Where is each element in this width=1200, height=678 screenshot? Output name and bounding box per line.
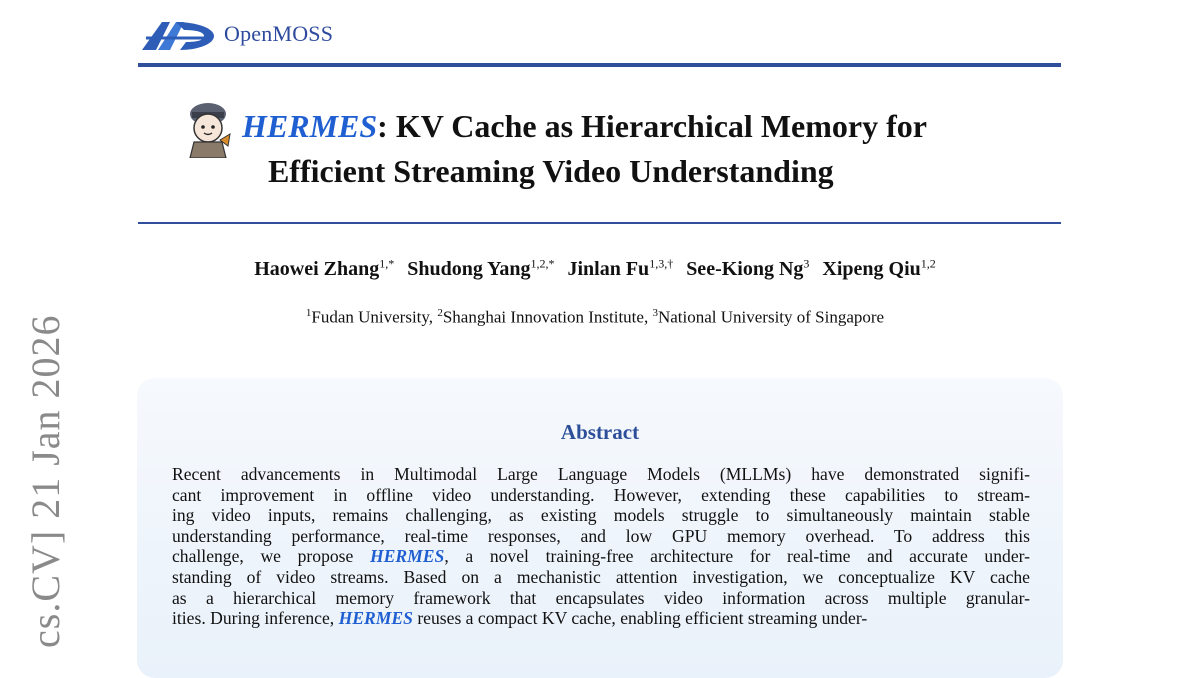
author-sup: 3 [803,256,810,270]
author-sup: 1,* [379,256,395,270]
author-name: See-Kiong Ng [686,257,804,280]
title-line-1-rest: : KV Cache as Hierarchical Memory for [377,108,927,144]
abstract-heading: Abstract [560,420,640,444]
abstract-line [172,608,1030,629]
abstract-line [172,588,1030,609]
abstract-line [172,526,1030,547]
affiliation-name: Fudan University, [311,307,434,327]
abstract-text: Recent advancements in Multimodal Large Language Models (MLLMs) have demonstrated signifi- [172,464,1030,484]
author-sup: 1,2 [920,256,936,270]
abstract-line [172,464,1030,485]
affiliation-sup: 3 [652,307,658,319]
abstract-body [172,464,1030,629]
author[interactable] [822,258,935,280]
affiliation-sup: 2 [437,307,443,319]
author-name: Shudong Yang [407,257,531,280]
abstract-line [172,546,1030,567]
author[interactable] [686,258,809,280]
openmoss-logo [140,12,333,56]
abstract-highlight: HERMES [369,546,445,567]
abstract-text: challenge, we propose [172,546,370,567]
author[interactable] [407,258,554,280]
author-name: Haowei Zhang [254,257,380,280]
author-sup: 1,3,† [649,256,674,270]
abstract-text: ing video inputs, remains challenging, as existing models struggle to simultaneously maintain stable [172,505,1030,526]
abstract-text: standing of video streams. Based on a mechanistic attention investigation, we conceptualize KV cache [172,566,1030,587]
affiliation-name: Shanghai Innovation Institute, [442,307,649,327]
abstract-text: cant improvement in offline video understanding. However, extending these capabilities to stream- [172,484,1030,505]
abstract-text: reuses a compact KV cache, enabling efficient streaming under- [412,608,868,629]
author-list [160,256,1030,281]
title-highlight: HERMES [242,108,378,144]
mascot-icon [184,100,232,158]
abstract-text: as a hierarchical memory framework that encapsulates video information across multiple granular- [172,587,1030,608]
abstract-text: understanding performance, real-time responses, and low GPU memory overhead. To address this [172,525,1030,546]
top-rule [138,63,1061,67]
author-name: Jinlan Fu [567,257,650,280]
title-line-2: Efficient Streaming Video Understanding [268,153,834,189]
abstract-line [172,505,1030,526]
abstract-highlight: HERMES [338,608,413,629]
author-name: Xipeng Qiu [822,257,921,280]
title-rule [138,222,1061,224]
brand-name: OpenMOSS [224,21,334,46]
abstract-text: ities. During inference, [172,608,339,629]
abstract-line [172,567,1030,588]
abstract-line [172,485,1030,506]
affiliation-list [160,307,1030,328]
author-sup: 1,2,* [530,256,555,270]
author[interactable] [254,258,394,280]
arxiv-stamp: cs.CV] 21 Jan 2026 [23,314,68,648]
affiliation-sup: 1 [305,307,312,319]
author[interactable] [567,258,673,280]
abstract-text: , a novel training-free architecture for real-time and accurate under- [444,546,1030,567]
openmoss-logo-icon [140,14,218,54]
affiliation-name: National University of Singapore [657,307,885,327]
